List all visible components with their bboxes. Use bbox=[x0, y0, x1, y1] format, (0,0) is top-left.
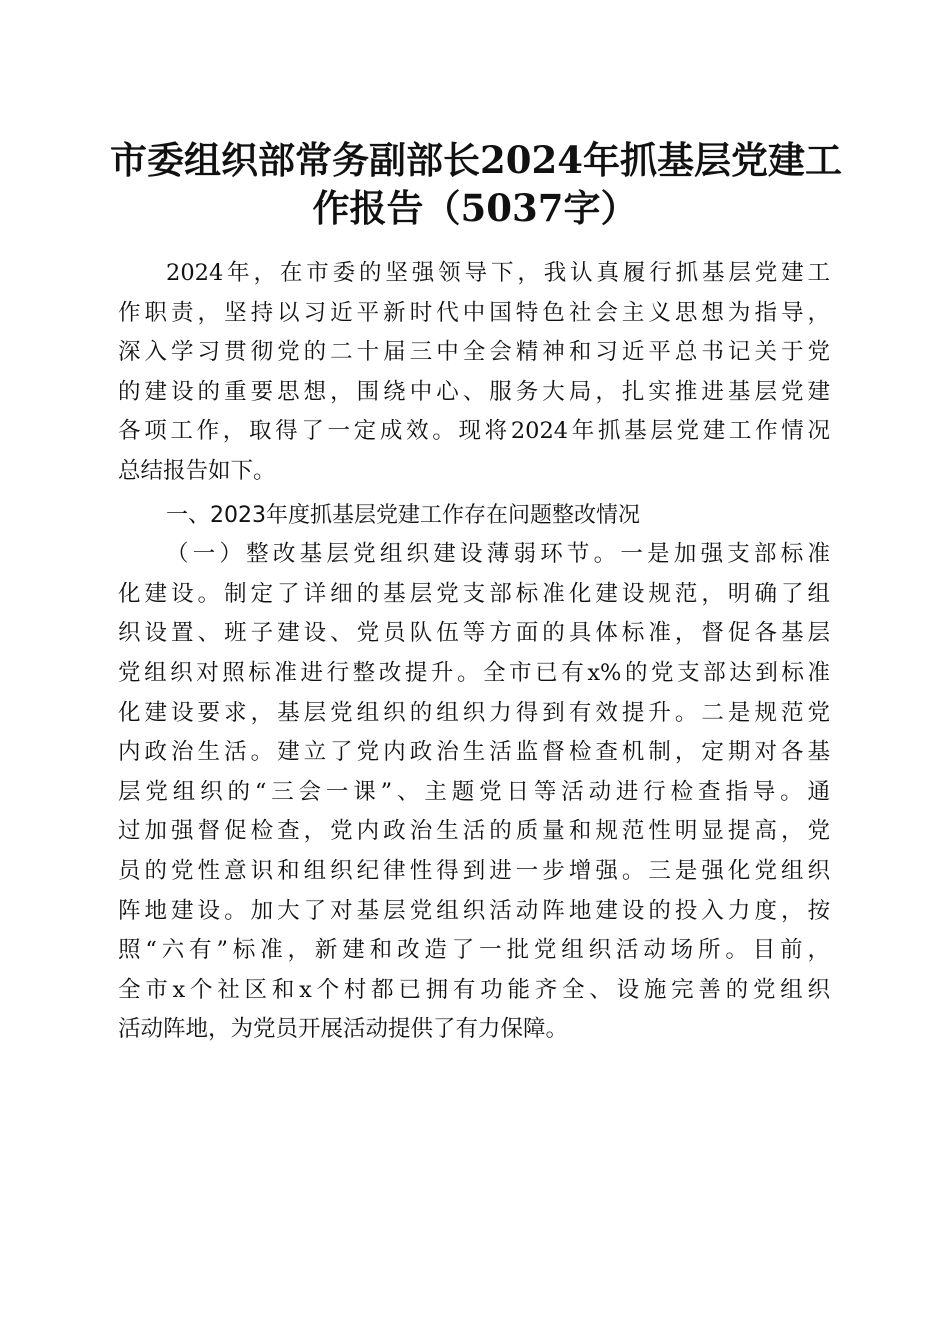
title-line-2: 作报告（5037字） bbox=[312, 186, 638, 230]
paragraph-line: 各项工作，取得了一定成效。现将2024年抓基层党建工作情况 bbox=[118, 418, 830, 445]
document-title bbox=[110, 136, 840, 232]
paragraph-line: 党组织对照标准进行整改提升。全市已有x%的党支部达到标准 bbox=[118, 659, 830, 686]
paragraph-line: 化建设要求，基层党组织的组织力得到有效提升。二是规范党 bbox=[118, 699, 830, 726]
paragraph-line: 作职责，坚持以习近平新时代中国特色社会主义思想为指导， bbox=[118, 299, 830, 326]
paragraph-line: 织设置、班子建设、党员队伍等方面的具体标准，督促各基层 bbox=[118, 620, 830, 647]
paragraph-line: 化建设。制定了详细的基层党支部标准化建设规范，明确了组 bbox=[118, 580, 830, 607]
paragraph-line: 活动阵地，为党员开展活动提供了有力保障。 bbox=[118, 1016, 569, 1043]
document-body bbox=[118, 254, 830, 1050]
paragraph-line: （一）整改基层党组织建设薄弱环节。一是加强支部标准 bbox=[166, 541, 830, 568]
paragraph-line: 总结报告如下。 bbox=[118, 457, 276, 484]
paragraph-line: 层党组织的“三会一课”、主题党日等活动进行检查指导。通 bbox=[118, 778, 830, 805]
paragraph-line: 过加强督促检查，党内政治生活的质量和规范性明显提高，党 bbox=[118, 818, 830, 845]
title-line-1: 市委组织部常务副部长2024年抓基层党建工 bbox=[110, 138, 842, 182]
section-heading: 一、2023年度抓基层党建工作存在问题整改情况 bbox=[166, 502, 640, 528]
paragraph-line: 的建设的重要思想，围绕中心、服务大局，扎实推进基层党建 bbox=[118, 378, 830, 405]
paragraph-line: 全市x个社区和x个村都已拥有功能齐全、设施完善的党组织 bbox=[118, 976, 830, 1003]
paragraph-line: 照“六有”标准，新建和改造了一批党组织活动场所。目前， bbox=[118, 937, 830, 964]
paragraph-line: 内政治生活。建立了党内政治生活监督检查机制，定期对各基 bbox=[118, 739, 830, 766]
intro-paragraph bbox=[118, 254, 830, 492]
section-paragraph bbox=[118, 535, 830, 1050]
paragraph-line: 深入学习贯彻党的二十届三中全会精神和习近平总书记关于党 bbox=[118, 339, 830, 366]
paragraph-line: 2024年，在市委的坚强领导下，我认真履行抓基层党建工 bbox=[166, 260, 830, 286]
paragraph-line: 阵地建设。加大了对基层党组织活动阵地建设的投入力度，按 bbox=[118, 897, 830, 924]
paragraph-line: 员的党性意识和组织纪律性得到进一步增强。三是强化党组织 bbox=[118, 857, 830, 884]
